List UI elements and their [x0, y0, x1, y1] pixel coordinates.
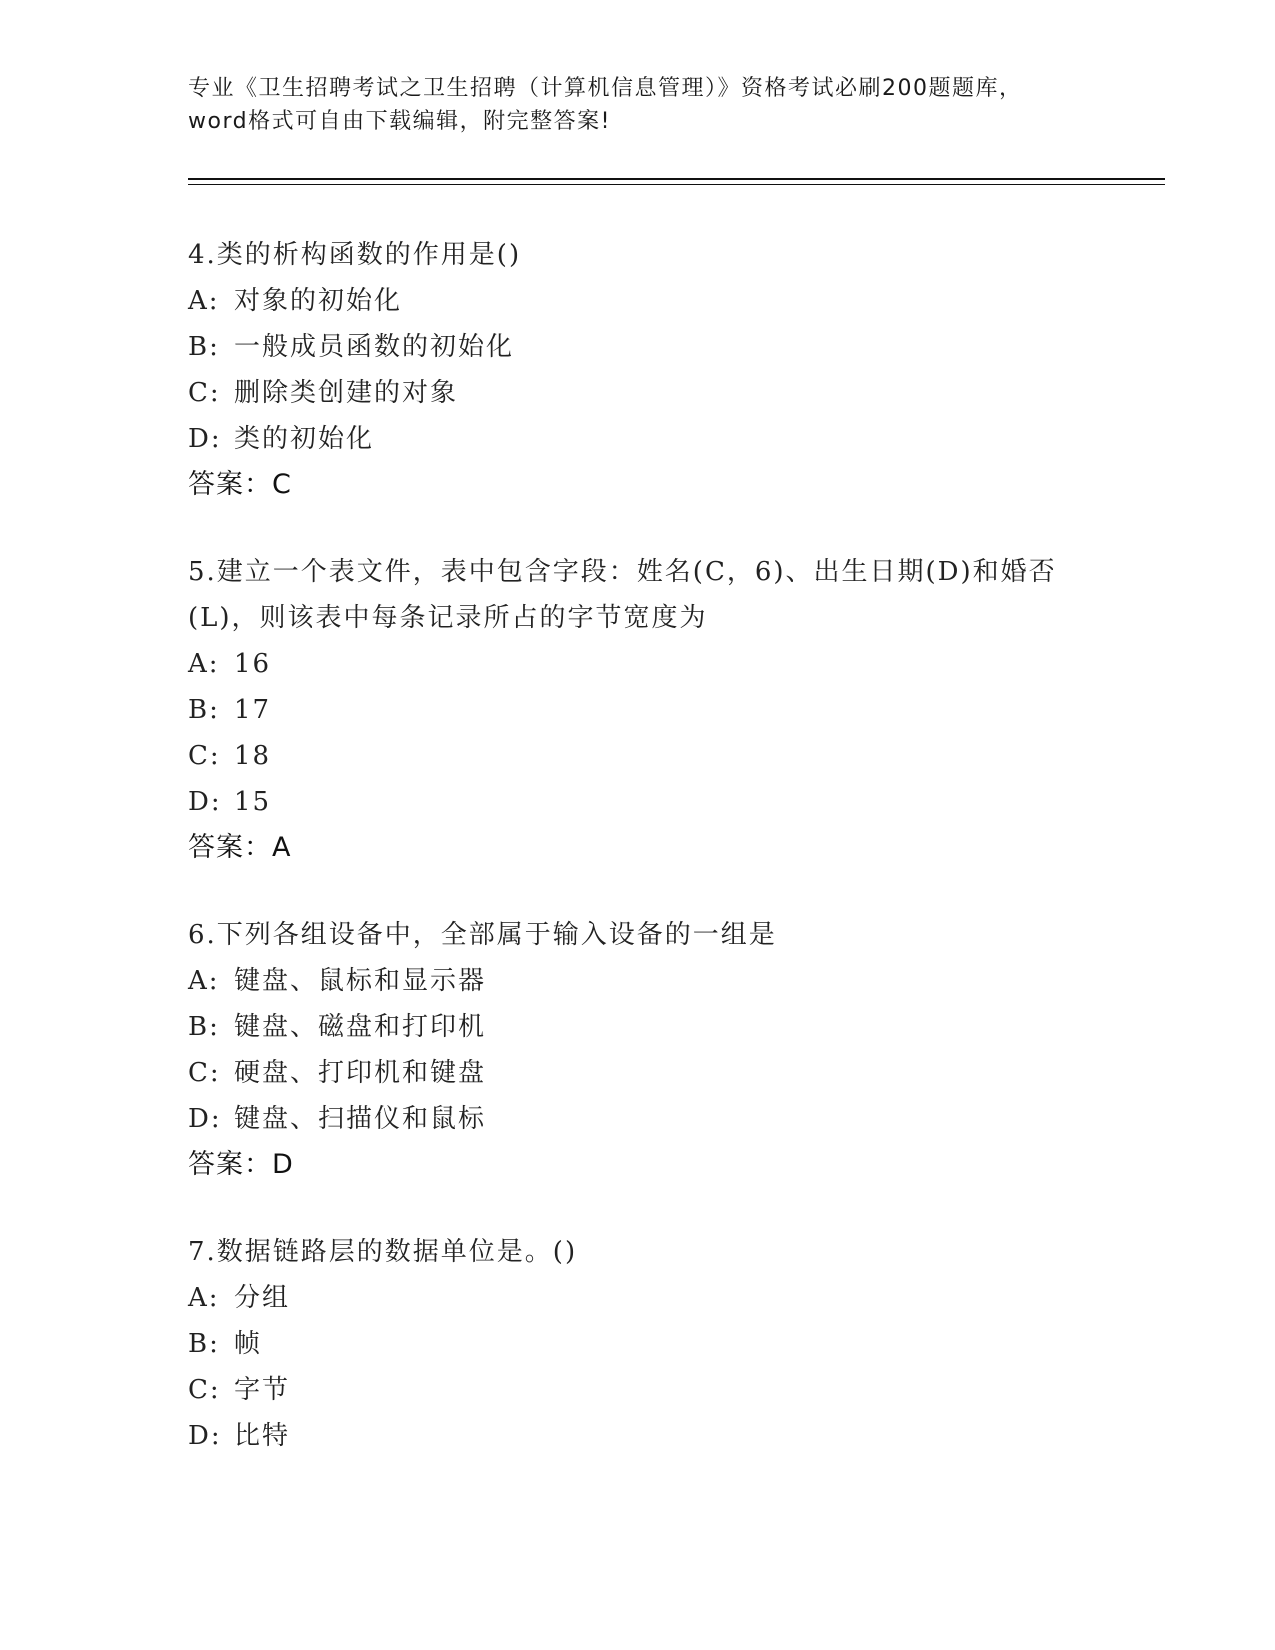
answer-option: [188, 687, 1088, 733]
option-letter: A:: [188, 286, 220, 316]
header-line-2: word格式可自由下载编辑，附完整答案!: [188, 109, 611, 134]
option-letter: C:: [188, 378, 221, 408]
option-letter: C:: [188, 1375, 221, 1405]
question-block: [188, 912, 1088, 1188]
option-text: 字节: [234, 1375, 291, 1405]
answer-option: [188, 370, 1088, 416]
option-text: 分组: [234, 1283, 291, 1313]
answer-option: [188, 779, 1088, 825]
question-block: [188, 549, 1088, 871]
answer-option: [188, 1367, 1088, 1413]
header-rule-thick: [188, 178, 1165, 180]
option-text: 硬盘、打印机和键盘: [234, 1058, 487, 1088]
option-letter: B:: [188, 695, 220, 725]
answer-option: [188, 416, 1088, 462]
answer-option: [188, 733, 1088, 779]
option-text: 键盘、鼠标和显示器: [234, 966, 487, 996]
option-letter: D:: [188, 1104, 222, 1134]
answer-option: [188, 1275, 1088, 1321]
answer-key: 答案：A: [188, 832, 292, 863]
option-text: 17: [234, 695, 272, 725]
option-letter: A:: [188, 649, 220, 679]
option-letter: D:: [188, 787, 222, 817]
option-text: 16: [234, 649, 272, 679]
option-text: 比特: [234, 1421, 291, 1451]
option-letter: D:: [188, 1421, 222, 1451]
answer-option: [188, 1050, 1088, 1096]
answer-option: [188, 324, 1088, 370]
option-text: 18: [234, 741, 272, 771]
header-rule-thin: [188, 184, 1165, 185]
question-text: 7.数据链路层的数据单位是。(): [188, 1237, 578, 1267]
question-block: [188, 232, 1088, 508]
option-letter: D:: [188, 424, 222, 454]
option-letter: B:: [188, 1329, 220, 1359]
header-line-1: 专业《卫生招聘考试之卫生招聘（计算机信息管理）》资格考试必刷200题题库，: [188, 76, 1023, 101]
option-letter: B:: [188, 332, 220, 362]
answer-key: 答案：C: [188, 469, 292, 500]
option-text: 15: [234, 787, 272, 817]
option-text: 一般成员函数的初始化: [234, 332, 515, 362]
answer-key: 答案：D: [188, 1149, 294, 1180]
answer-option: [188, 958, 1088, 1004]
option-text: 对象的初始化: [234, 286, 403, 316]
option-letter: A:: [188, 966, 220, 996]
question-text: 4.类的析构函数的作用是(): [188, 240, 522, 270]
option-text: 帧: [234, 1329, 263, 1359]
option-text: 类的初始化: [234, 424, 375, 454]
answer-option: [188, 641, 1088, 687]
option-letter: C:: [188, 1058, 221, 1088]
answer-option: [188, 1096, 1088, 1142]
answer-option: [188, 1413, 1088, 1459]
question-text: 5.建立一个表文件，表中包含字段：姓名(C，6)、出生日期(D)和婚否: [188, 557, 1057, 587]
question-text: 6.下列各组设备中，全部属于输入设备的一组是: [188, 920, 777, 950]
answer-option: [188, 1321, 1088, 1367]
answer-option: [188, 1004, 1088, 1050]
document-header: [188, 72, 1088, 138]
question-text: (L)，则该表中每条记录所占的字节宽度为: [188, 603, 708, 633]
question-block: [188, 1229, 1088, 1459]
option-letter: C:: [188, 741, 221, 771]
option-letter: A:: [188, 1283, 220, 1313]
answer-option: [188, 278, 1088, 324]
option-text: 键盘、磁盘和打印机: [234, 1012, 487, 1042]
option-text: 删除类创建的对象: [234, 378, 459, 408]
option-text: 键盘、扫描仪和鼠标: [234, 1104, 487, 1134]
option-letter: B:: [188, 1012, 220, 1042]
question-list: [188, 232, 1088, 1500]
